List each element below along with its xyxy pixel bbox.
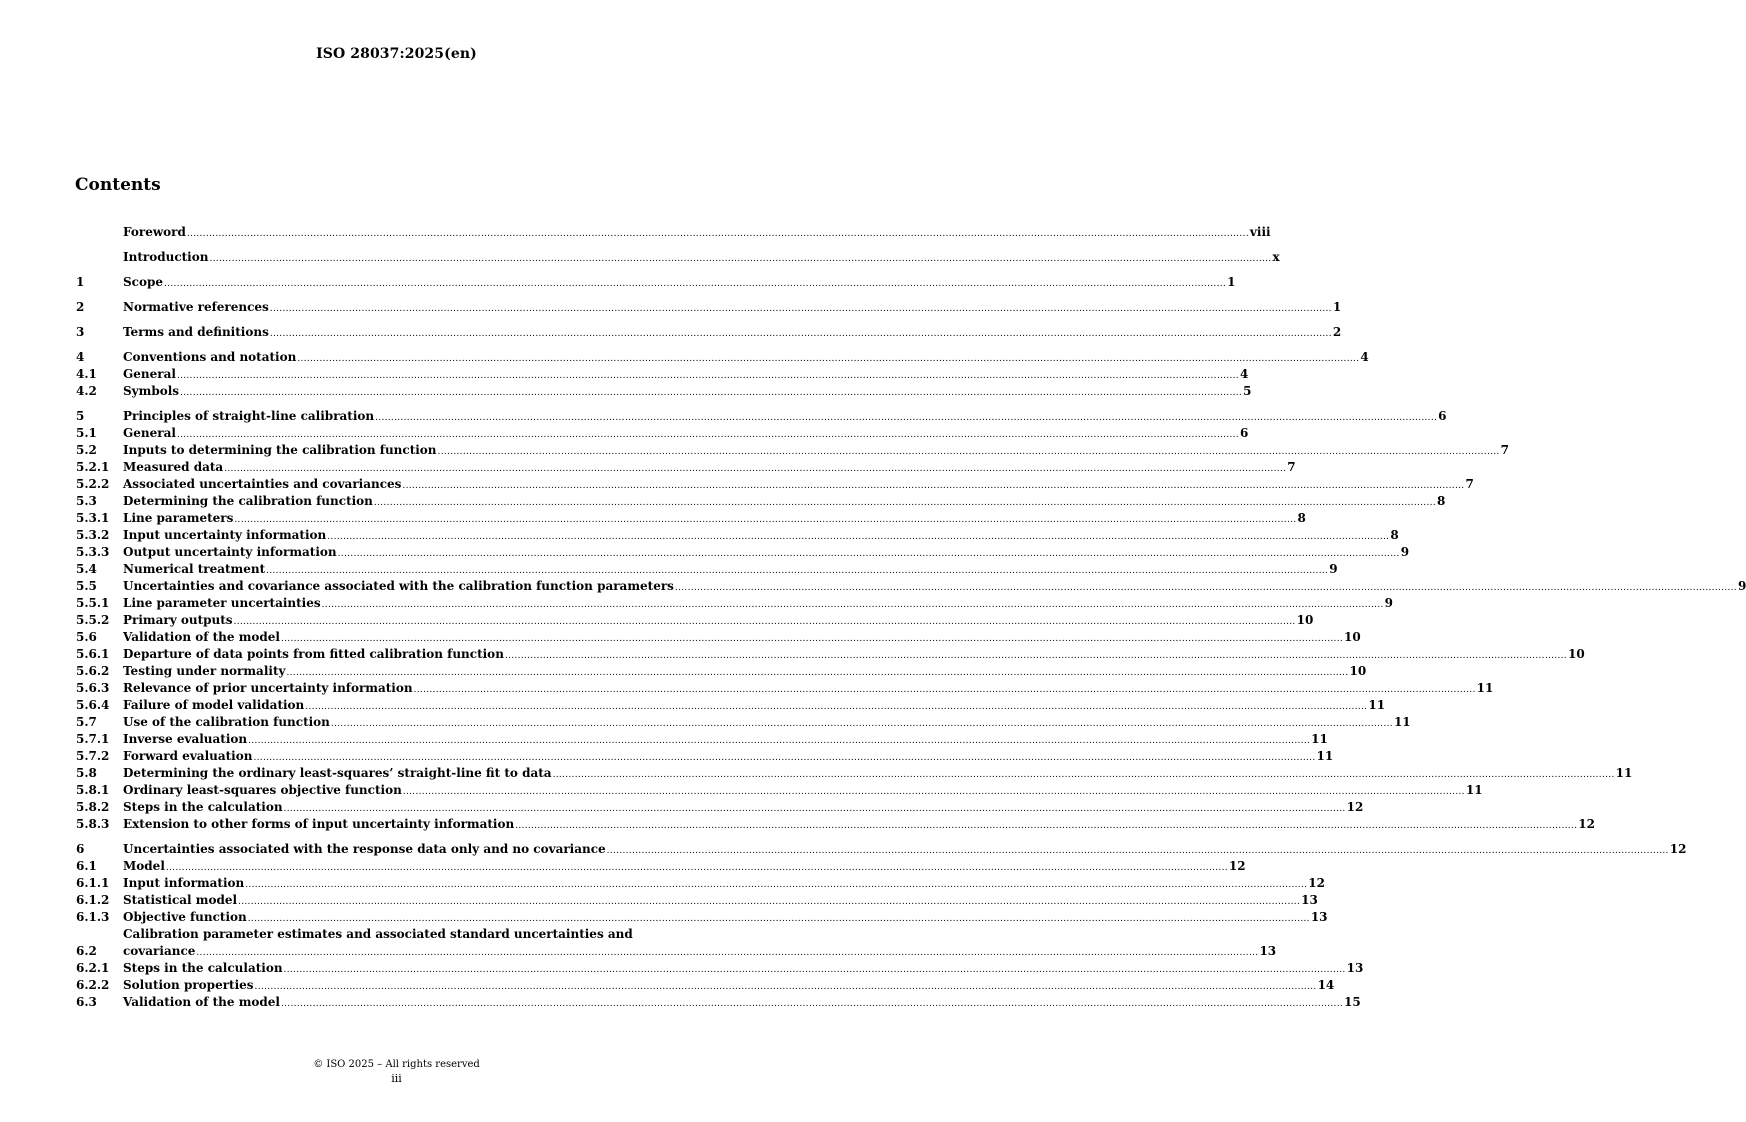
dot-leader (297, 352, 1359, 366)
toc-entry-number: 6.2.2 (76, 978, 110, 992)
toc-entry-title: Uncertainties and covariance associated with the calibration function parameters (123, 579, 674, 593)
toc-entry-page: 11 (1316, 749, 1334, 763)
toc-entry-title: Primary outputs (123, 613, 233, 627)
toc-entry[interactable] (76, 408, 1447, 425)
toc-entry[interactable] (76, 697, 1386, 714)
dot-leader (266, 564, 1328, 578)
toc-entry-page: 9 (1400, 545, 1410, 559)
dot-leader (224, 462, 1286, 476)
toc-entry-page: 10 (1349, 664, 1367, 678)
page-number: iii (391, 1072, 402, 1085)
toc-entry-number: 5.8.2 (76, 800, 110, 814)
toc-entry-page: 12 (1308, 876, 1325, 890)
dot-leader (553, 768, 1615, 782)
toc-entry-title: Inputs to determining the calibration function (123, 443, 437, 457)
toc-entry[interactable] (76, 299, 1342, 316)
toc-entry-page: 8 (1390, 528, 1399, 542)
toc-entry-number: 5.5.2 (76, 613, 110, 627)
dot-leader (166, 861, 1228, 875)
toc-entry-number: 5.6.1 (76, 647, 110, 661)
dot-leader (438, 445, 1500, 459)
toc-entry-page: 10 (1296, 613, 1314, 627)
toc-entry-title: Inverse evaluation (123, 732, 248, 746)
toc-entry-page: 8 (1297, 511, 1306, 525)
toc-entry-page: 7 (1287, 460, 1296, 474)
toc-entry-page: 7 (1500, 443, 1509, 457)
toc-entry-title: Uncertainties associated with the response data only and no covariance (123, 842, 606, 856)
toc-entry[interactable] (76, 493, 1446, 510)
toc-entry-page: 13 (1301, 893, 1318, 907)
toc-entry-number: 3 (76, 325, 85, 339)
toc-entry-page: 4 (1360, 350, 1369, 364)
toc-entry[interactable] (76, 544, 1410, 561)
toc-entry-title: Associated uncertainties and covariances (123, 477, 402, 491)
toc-entry-title: Solution properties (123, 978, 254, 992)
dot-leader (607, 844, 1669, 858)
dot-leader (403, 785, 1465, 799)
toc-entry-number: 5.3.2 (76, 528, 110, 542)
dot-leader (177, 428, 1239, 442)
toc-entry-number: 4.1 (76, 367, 97, 381)
dot-leader (253, 751, 1315, 765)
dot-leader (248, 912, 1310, 926)
dot-leader (245, 878, 1307, 892)
toc-entry-number: 5.7 (76, 715, 97, 729)
copyright-notice: © ISO 2025 – All rights reserved (313, 1059, 480, 1070)
toc-entry-page: 10 (1344, 630, 1361, 644)
toc-entry[interactable] (76, 274, 1236, 291)
dot-leader (270, 327, 1332, 341)
toc-entry-number: 6.1.1 (76, 876, 110, 890)
toc-entry[interactable] (76, 875, 1325, 892)
toc-entry[interactable] (76, 748, 1334, 765)
toc-entry-number: 6.1.2 (76, 893, 110, 907)
toc-entry-title: Determining the calibration function (123, 494, 373, 508)
toc-entry[interactable] (76, 349, 1369, 366)
dot-leader (322, 598, 1384, 612)
dot-leader (281, 997, 1343, 1011)
dot-leader (196, 946, 1258, 960)
page-title: Contents (75, 175, 161, 195)
toc-entry-number: 5.2 (76, 443, 97, 457)
toc-entry-title: Line parameters (123, 511, 234, 525)
dot-leader (402, 479, 1464, 493)
table-of-contents (76, 224, 1746, 1011)
toc-entry-number: 6.2.1 (76, 961, 110, 975)
toc-entry-title-continued: covariance (123, 944, 196, 958)
dot-leader (281, 632, 1343, 646)
dot-leader (375, 411, 1437, 425)
toc-entry-title: Determining the ordinary least-squares’ straight-line fit to data (123, 766, 552, 780)
toc-entry-number: 5.6.3 (76, 681, 110, 695)
toc-entry-number: 5.3 (76, 494, 97, 508)
toc-entry-title: General (123, 367, 176, 381)
dot-leader (164, 277, 1226, 291)
toc-entry-number: 5.7.1 (76, 732, 110, 746)
toc-entry-title: Introduction (123, 250, 209, 264)
toc-entry-number: 5.8.1 (76, 783, 110, 797)
toc-entry-title: Testing under normality (123, 664, 286, 678)
toc-entry-number: 4.2 (76, 384, 97, 398)
toc-entry-page: 13 (1346, 961, 1364, 975)
toc-entry-page: 11 (1476, 681, 1494, 695)
dot-leader (505, 649, 1567, 663)
dot-leader (248, 734, 1310, 748)
dot-leader (234, 615, 1296, 629)
toc-entry-number: 5.8 (76, 766, 97, 780)
toc-entry[interactable] (76, 366, 1249, 383)
toc-entry-title: Measured data (123, 460, 224, 474)
toc-entry-page: 15 (1344, 995, 1361, 1009)
dot-leader (327, 530, 1389, 544)
toc-entry-page: 9 (1384, 596, 1394, 610)
toc-entry-page: x (1272, 250, 1280, 264)
toc-entry[interactable] (76, 680, 1494, 697)
toc-entry-page: 1 (1227, 275, 1236, 289)
toc-entry[interactable] (76, 249, 1280, 266)
toc-entry-title: Relevance of prior uncertainty information (123, 681, 413, 695)
toc-entry-number: 2 (76, 300, 85, 314)
toc-entry-title: Statistical model (123, 893, 238, 907)
toc-entry[interactable] (76, 476, 1474, 493)
toc-entry[interactable] (76, 459, 1296, 476)
toc-entry[interactable] (76, 731, 1328, 748)
dot-leader (209, 252, 1271, 266)
toc-entry-page: 1 (1332, 300, 1342, 314)
toc-entry-title: Calibration parameter estimates and associated standard uncertainties and (123, 927, 633, 941)
toc-entry-number: 4 (76, 350, 85, 364)
toc-entry-page: 6 (1438, 409, 1447, 423)
toc-entry[interactable] (76, 510, 1306, 527)
toc-entry-title: Numerical treatment (123, 562, 266, 576)
toc-entry-number: 5.3.1 (76, 511, 110, 525)
toc-entry[interactable] (76, 892, 1318, 909)
toc-entry-number: 6 (76, 842, 85, 856)
toc-entry-title: Principles of straight-line calibration (123, 409, 375, 423)
toc-entry-title: Input uncertainty information (123, 528, 327, 542)
toc-entry-title: Line parameter uncertainties (123, 596, 321, 610)
toc-entry-title: Input information (123, 876, 245, 890)
toc-entry-page: 9 (1737, 579, 1746, 593)
toc-entry-title: Departure of data points from fitted calibration function (123, 647, 504, 661)
dot-leader (270, 302, 1332, 316)
toc-entry-number: 1 (76, 275, 85, 289)
dot-leader (338, 547, 1400, 561)
toc-entry-number: 5 (76, 409, 85, 423)
toc-entry-title: Conventions and notation (123, 350, 297, 364)
toc-entry-number: 5.1 (76, 426, 97, 440)
toc-entry[interactable] (76, 646, 1585, 663)
toc-entry-title: Output uncertainty information (123, 545, 337, 559)
toc-entry-page: 14 (1317, 978, 1335, 992)
toc-entry[interactable] (76, 527, 1399, 544)
toc-entry[interactable] (76, 714, 1411, 731)
toc-entry[interactable] (76, 782, 1483, 799)
toc-entry-page: 10 (1567, 647, 1585, 661)
toc-entry[interactable] (76, 629, 1361, 646)
toc-entry-page: 12 (1228, 859, 1246, 873)
dot-leader (331, 717, 1393, 731)
dot-leader (284, 963, 1346, 977)
toc-entry-page: viii (1249, 225, 1271, 239)
toc-entry[interactable] (76, 960, 1364, 977)
toc-entry-title: Objective function (123, 910, 247, 924)
dot-leader (180, 386, 1242, 400)
toc-entry-page: 11 (1368, 698, 1386, 712)
toc-entry-page: 11 (1311, 732, 1328, 746)
toc-entry-title: Normative references (123, 300, 269, 314)
toc-entry-page: 7 (1465, 477, 1474, 491)
toc-entry-number: 5.2.2 (76, 477, 110, 491)
toc-entry-page: 6 (1239, 426, 1249, 440)
toc-entry-number: 6.2 (76, 944, 97, 958)
toc-entry[interactable] (76, 926, 1277, 960)
toc-entry[interactable] (76, 909, 1328, 926)
dot-leader (187, 227, 1249, 241)
toc-entry-title: Extension to other forms of input uncertainty information (123, 817, 515, 831)
toc-entry-title: Failure of model validation (123, 698, 305, 712)
toc-entry-title: Validation of the model (123, 630, 280, 644)
toc-entry[interactable] (76, 383, 1252, 400)
toc-entry[interactable] (76, 799, 1364, 816)
toc-entry-page: 11 (1615, 766, 1633, 780)
dot-leader (414, 683, 1476, 697)
toc-entry-number: 5.5 (76, 579, 97, 593)
toc-entry-title: Symbols (123, 384, 180, 398)
dot-leader (255, 980, 1317, 994)
toc-entry-page: 13 (1310, 910, 1328, 924)
toc-entry-number: 5.3.3 (76, 545, 110, 559)
toc-entry[interactable] (76, 841, 1687, 858)
dot-leader (238, 895, 1300, 909)
toc-entry-number: 5.6.2 (76, 664, 110, 678)
toc-entry[interactable] (76, 561, 1338, 578)
toc-entry-title: General (123, 426, 176, 440)
toc-entry[interactable] (76, 977, 1335, 994)
toc-entry-number: 6.1.3 (76, 910, 110, 924)
toc-entry-number: 5.6 (76, 630, 97, 644)
toc-entry[interactable] (76, 612, 1314, 629)
toc-entry-page: 11 (1393, 715, 1411, 729)
toc-entry-page: 5 (1243, 384, 1252, 398)
toc-entry-number: 5.2.1 (76, 460, 110, 474)
toc-entry[interactable] (76, 224, 1271, 241)
toc-entry-title: Model (123, 859, 165, 873)
dot-leader (286, 666, 1348, 680)
toc-entry-number: 5.6.4 (76, 698, 110, 712)
toc-entry-page: 13 (1259, 944, 1277, 958)
toc-entry-number: 5.4 (76, 562, 97, 576)
page-footer (0, 1058, 793, 1086)
dot-leader (305, 700, 1367, 714)
toc-entry[interactable] (76, 663, 1367, 680)
toc-entry-title: Terms and definitions (123, 325, 269, 339)
toc-entry-number: 6.1 (76, 859, 97, 873)
toc-entry-title: Scope (123, 275, 164, 289)
toc-entry-page: 8 (1436, 494, 1446, 508)
toc-entry-number: 5.7.2 (76, 749, 110, 763)
toc-entry[interactable] (76, 442, 1509, 459)
toc-entry-page: 12 (1346, 800, 1364, 814)
toc-entry-number: 6.3 (76, 995, 97, 1009)
toc-entry[interactable] (76, 816, 1595, 833)
toc-entry-number: 5.5.1 (76, 596, 110, 610)
toc-entry-number: 5.8.3 (76, 817, 110, 831)
toc-entry-title: Ordinary least-squares objective function (123, 783, 402, 797)
toc-entry-page: 4 (1239, 367, 1249, 381)
toc-entry-page: 12 (1578, 817, 1595, 831)
toc-entry[interactable] (76, 578, 1746, 595)
dot-leader (374, 496, 1436, 510)
toc-entry[interactable] (76, 425, 1249, 442)
toc-entry-page: 11 (1465, 783, 1483, 797)
toc-entry-title: Steps in the calculation (123, 961, 283, 975)
toc-entry[interactable] (76, 595, 1394, 612)
toc-entry[interactable] (76, 994, 1361, 1011)
toc-entry-page: 2 (1332, 325, 1342, 339)
toc-entry-title: Use of the calibration function (123, 715, 330, 729)
toc-entry[interactable] (76, 324, 1342, 341)
document-header: ISO 28037:2025(en) (316, 46, 477, 62)
toc-entry-title: Validation of the model (123, 995, 280, 1009)
toc-entry[interactable] (76, 765, 1633, 782)
toc-entry-page: 12 (1669, 842, 1687, 856)
dot-leader (515, 819, 1577, 833)
toc-entry-title: Forward evaluation (123, 749, 253, 763)
dot-leader (177, 369, 1239, 383)
toc-entry-page: 9 (1329, 562, 1338, 576)
dot-leader (234, 513, 1296, 527)
toc-entry-title: Foreword (123, 225, 186, 239)
dot-leader (284, 802, 1346, 816)
dot-leader (675, 581, 1737, 595)
toc-entry[interactable] (76, 858, 1246, 875)
toc-entry-title: Steps in the calculation (123, 800, 283, 814)
